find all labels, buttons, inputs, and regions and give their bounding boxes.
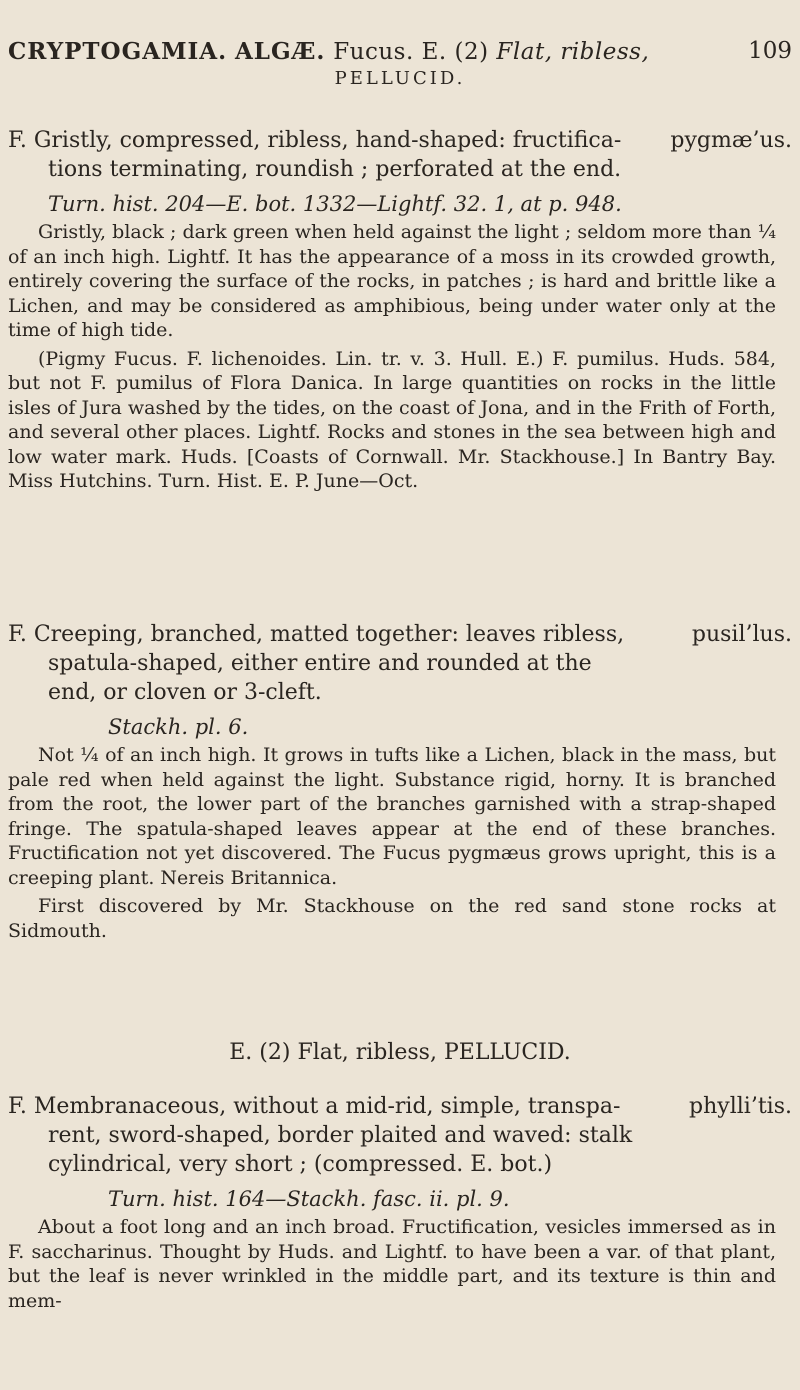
running-head [8, 38, 649, 65]
description-paragraph: First discovered by Mr. Stackhouse on the red sand stone rocks at Sidmouth. [8, 895, 776, 942]
definition-line: rent, sword-shaped, border plaited and waved: stalk [48, 1123, 633, 1148]
species-name: pygmæ’us. [670, 128, 792, 153]
class-name: ALGÆ. [234, 38, 326, 65]
definition-line: F. Gristly, compressed, ribless, hand-shaped: fructifica- pygmæ’us. [8, 128, 792, 153]
section-heading: E. (2) Flat, ribless, PELLUCID. [229, 1040, 571, 1065]
definition-line: F. Creeping, branched, matted together: leaves ribless, pusil’lus. [8, 622, 792, 647]
description-paragraph: (Pigmy Fucus. F. lichenoides. Lin. tr. v. 3. Hull. E.) F. pumilus. Huds. 584, but not F. pumilus of Flora Danica. In large quantities on rocks in the little isles of Jura washed by the tides, on the coast of Jona, and in the Frith of Forth, and several other places. Lightf. Rocks and stones in the sea between high and low water mark. Huds. [Coasts of Cornwall. Mr. Stackhouse.] In Bantry Bay. Miss Hutchins. Turn. Hist. E. P. June—Oct. [8, 347, 776, 492]
page-number: 109 [748, 38, 792, 64]
reference: Stackh. pl. 6. [108, 715, 249, 739]
definition-line: F. Membranaceous, without a mid-rid, simple, transpa- phylli’tis. [8, 1094, 792, 1119]
reference: Turn. hist. 204—E. bot. 1332—Lightf. 32. 1, at p. 948. [48, 192, 622, 216]
running-title: CRYPTOGAMIA. [8, 38, 228, 65]
genus-desc: Flat, ribless, [496, 39, 650, 65]
species-name: phylli’tis. [689, 1094, 792, 1119]
definition-line: spatula-shaped, either entire and rounded at the [48, 651, 592, 676]
species-name: pusil’lus. [691, 622, 792, 647]
definition-line: cylindrical, very short ; (compressed. E. bot.) [48, 1152, 553, 1177]
reference: Turn. hist. 164—Stackh. fasc. ii. pl. 9. [108, 1187, 510, 1211]
description-paragraph: About a foot long and an inch broad. Fructification, vesicles immersed as in F. saccharinus. Thought by Huds. and Lightf. to have been a var. of that plant, but the leaf is never wrinkled in the middle part, and its texture is thin and mem- [8, 1216, 776, 1312]
definition-line: end, or cloven or 3-cleft. [48, 680, 322, 705]
definition-line: tions terminating, roundish ; perforated at the end. [48, 157, 622, 182]
species-entry-pusillus [8, 620, 792, 943]
species-entry-pygmaeus [8, 126, 792, 494]
description-paragraph: Gristly, black ; dark green when held against the light ; seldom more than ¼ of an inch high. Lightf. It has the appearance of a moss in its crowded growth, entirely covering the surface of the rocks, in patches ; is hard and brittle like a Lichen, and may be considered as amphibious, being under water only at the time of high tide. [8, 221, 776, 341]
genus-line: Fucus. E. (2) [333, 39, 489, 65]
page-header [8, 38, 792, 108]
page-subtitle: PELLUCID. [334, 68, 466, 89]
description-paragraph: Not ¼ of an inch high. It grows in tufts like a Lichen, black in the mass, but pale red when held against the light. Substance rigid, horny. It is branched from the root, the lower part of the branches garnished with a strap-shaped fringe. The spatula-shaped leaves appear at the end of these branches. Fructification not yet discovered. The Fucus pygmæus grows upright, this is a creeping plant. Nereis Britannica. [8, 744, 776, 889]
species-entry-phyllitis [8, 1092, 792, 1313]
